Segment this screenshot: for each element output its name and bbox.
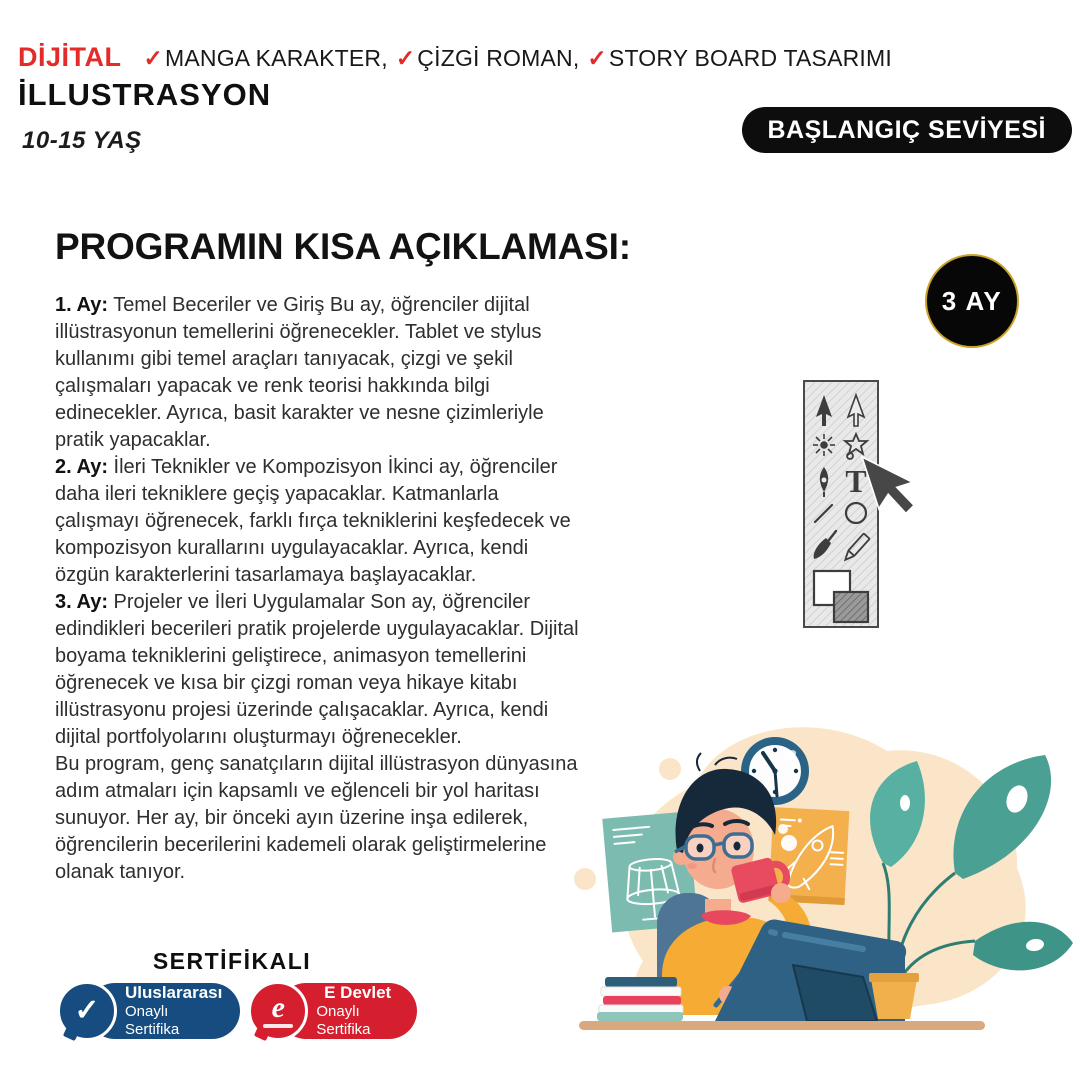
duration-badge: 3 AY — [925, 254, 1019, 348]
feature-item — [388, 45, 580, 72]
badge-title: Uluslararası — [125, 983, 223, 1002]
check-seal-icon: ✓ — [57, 981, 117, 1041]
badge-title: E Devlet — [324, 983, 392, 1002]
certified-title: SERTİFİKALI — [152, 948, 312, 974]
check-icon: ✓ — [587, 45, 607, 71]
eye — [697, 844, 704, 853]
feature-label: ÇİZGİ ROMAN, — [417, 45, 580, 71]
section-title: PROGRAMIN KISA AÇIKLAMASI: — [55, 226, 631, 267]
international-certificate-badge — [57, 983, 240, 1039]
footer — [57, 948, 417, 1039]
level-badge: BAŞLANGIÇ SEVİYESİ — [742, 107, 1073, 153]
feature-item — [136, 45, 388, 72]
paragraph-summary: Bu program, genç sanatçıların dijital illüstrasyon dünyasına adım atmaları için kapsamlı ve eğlenceli bir yol haritası sunuyor. Her ay, bir önceki ayın üzerine inşa edilerek, öğrencilerin becerilerini kademeli olarak geliştirmelerine olanak tanıyor. — [55, 753, 578, 883]
paragraph-month-2: 2. Ay: İleri Teknikler ve Kompozisyon İkinci ay, öğrenciler daha ileri tekniklere geçiş yapacaklar. Katmanlarla çalışmayı öğrenecek, farklı fırça tekniklerini keşfedecek ve kompozisyon kurallarını uygulayacaklar. Ayrıca, kendi özgün karakterlerini tasarlamaya başlayacaklar. — [55, 456, 571, 586]
certificate-badges — [57, 983, 417, 1039]
brand-title: DİJİTAL — [18, 42, 122, 72]
age-range: 10-15 YAŞ — [22, 127, 142, 154]
feature-item — [579, 45, 892, 72]
check-icon: ✓ — [395, 45, 416, 71]
tools-palette-illustration — [798, 373, 948, 635]
program-description — [55, 292, 587, 886]
badge-subtitle: Onaylı Sertifika — [316, 1003, 371, 1038]
feature-label: MANGA KARAKTER, — [164, 45, 388, 71]
edevlet-certificate-badge — [248, 983, 417, 1039]
badge-subtitle: Onaylı Sertifika — [125, 1003, 180, 1038]
paragraph-month-3: 3. Ay: Projeler ve İleri Uygulamalar Son ay, öğrenciler edindikleri becerileri pratik projelerde uygulayacaklar. Dijital boyama tekniklerini geliştirece, animasyon temellerini öğrenecek ve kısa bir çizgi roman veya hikaye kitabı illüstrasyonu projesi üzerinde çalışacaklar. Ayrıca, kendi dijital portfolyolarını oluşturmayı öğrenecekler. — [55, 591, 579, 748]
check-icon: ✓ — [143, 45, 163, 71]
eye — [734, 842, 741, 851]
wand-tool-icon — [813, 434, 835, 456]
book-stack — [597, 977, 683, 1021]
edevlet-logo-icon: e — [248, 981, 308, 1041]
program-title: İLLUSTRASYON — [18, 77, 272, 112]
paragraph-month-1: 1. Ay: Temel Beceriler ve Giriş Bu ay, öğrenciler dijital illüstrasyonun temellerini öğrenecekler. Tablet ve stylus kullanımı gibi temel araçları tanıyacak, çizgi ve şekil çalışmaları yapacak ve renk teorisi hakkında bilgi edinecekler. Ayrıca, basit karakter ve nesne çizimleriyle pratik yapacaklar. — [55, 294, 544, 451]
student-illustration — [565, 703, 1080, 1053]
desk — [579, 1021, 985, 1030]
feature-label: STORY BOARD TASARIMI — [608, 45, 892, 71]
text-tool-icon: T — [845, 463, 867, 499]
right-hand — [771, 883, 791, 903]
blush — [687, 863, 697, 869]
